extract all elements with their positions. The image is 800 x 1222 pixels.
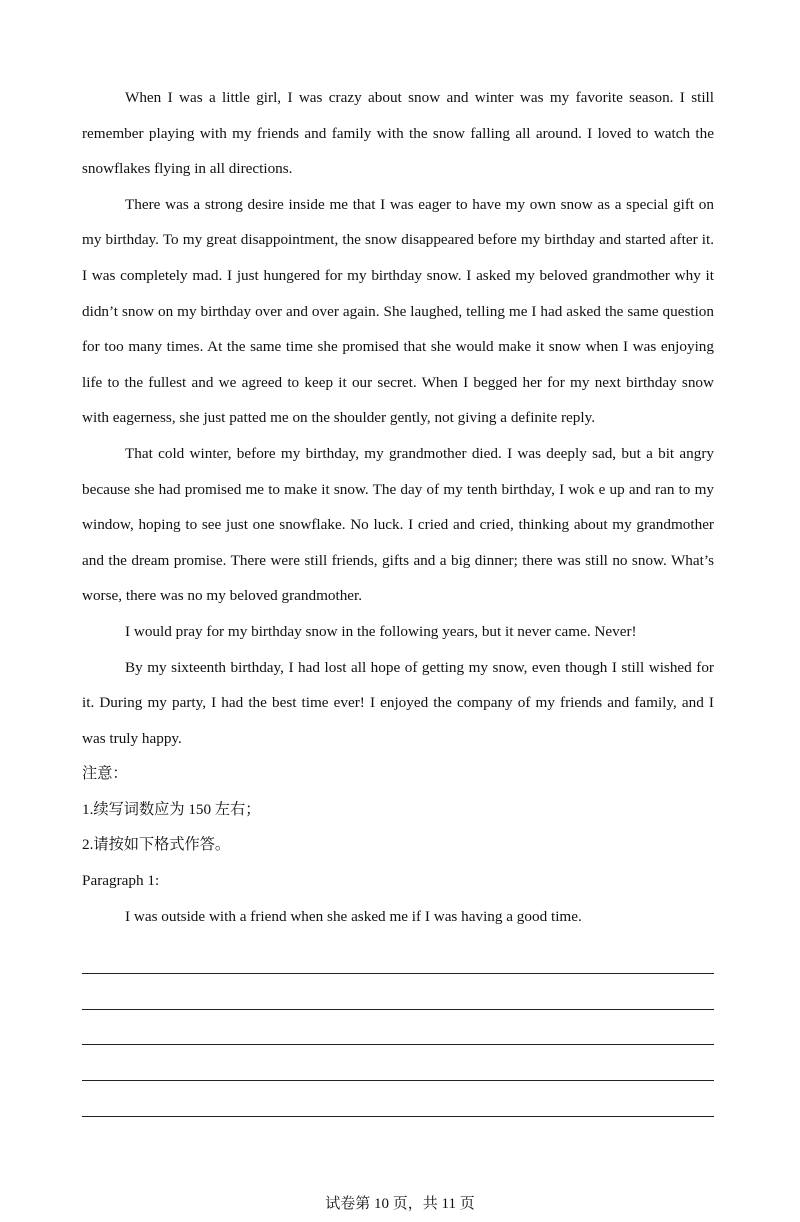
page-footer: 试卷第 10 页，共 11 页 bbox=[325, 1196, 475, 1212]
notes-heading: 注意： bbox=[82, 765, 128, 783]
story-paragraph-5: By my sixteenth birthday, I had lost all hope of getting my snow, even though I still wished for it. During my party, I had the best time ever! I enjoyed the company of my friends and family, and I was truly happy. bbox=[82, 658, 714, 747]
starter-sentence: I was outside with a friend when she asked me if I was having a good time. bbox=[125, 907, 582, 925]
exam-page bbox=[82, 80, 714, 1117]
answer-blank-line[interactable] bbox=[82, 1045, 714, 1081]
answer-blank-line[interactable] bbox=[82, 974, 714, 1010]
notes-item-word-count: 1.续写词数应为 150 左右； bbox=[82, 800, 261, 818]
story-paragraph-4: I would pray for my birthday snow in the following years, but it never came. Never! bbox=[125, 622, 637, 640]
story-paragraph-2: There was a strong desire inside me that I was eager to have my own snow as a special gift on my birthday. To my great disappointment, the snow disappeared before my birthday and started after it. I was completely mad. I just hungered for my birthday snow. I asked my beloved grandmother why it didn’t snow on my birthday over and over again. She laughed, telling me I had asked the same question for too many times. At the same time she promised that she would make it snow when I was enjoying life to the fullest and we agreed to keep it our secret. When I begged her for my next birthday snow with eagerness, she just patted me on the shoulder gently, not giving a definite reply. bbox=[82, 195, 714, 427]
story-paragraph-3: That cold winter, before my birthday, my grandmother died. I was deeply sad, but a bit angry because she had promised me to make it snow. The day of my tenth birthday, I wok e up and ran to my window, hoping to see just one snowflake. No luck. I cried and cried, thinking about my grandmother and the dream promise. There were still friends, gifts and a big dinner; there was still no snow. What’s worse, there was no my beloved grandmother. bbox=[82, 444, 714, 605]
answer-blank-line[interactable] bbox=[82, 939, 714, 974]
answer-blank-line[interactable] bbox=[82, 1081, 714, 1117]
notes-item-format: 2.请按如下格式作答。 bbox=[82, 836, 231, 854]
story-paragraph-1: When I was a little girl, I was crazy about snow and winter was my favorite season. I still remember playing with my friends and family with the snow falling all around. I loved to watch the snowflakes flying in all directions. bbox=[82, 89, 714, 178]
answer-blank-line[interactable] bbox=[82, 1010, 714, 1046]
answer-writing-area[interactable] bbox=[82, 939, 714, 1116]
paragraph-label: Paragraph 1: bbox=[82, 872, 160, 890]
